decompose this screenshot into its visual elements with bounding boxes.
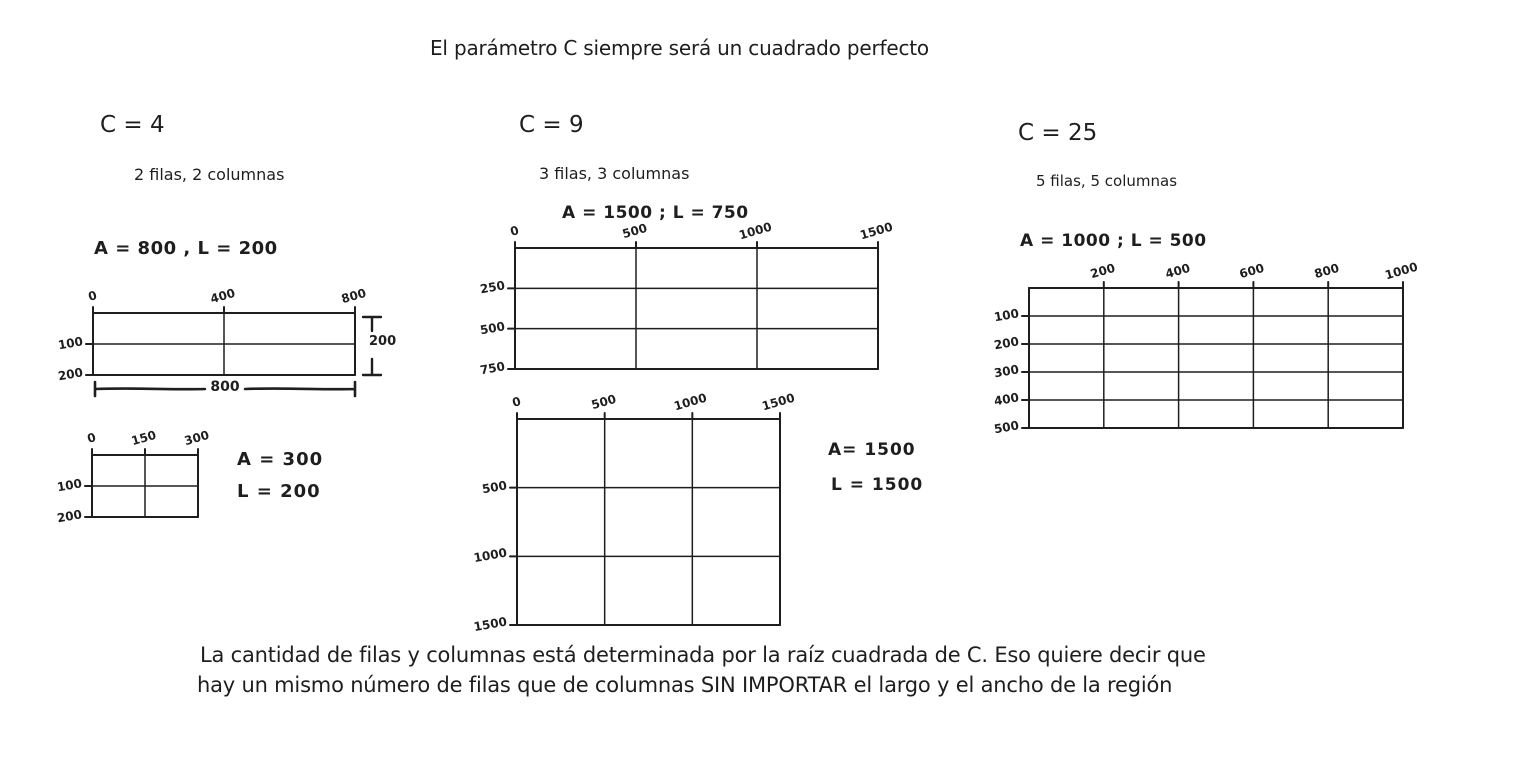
axis-label-top: 0: [85, 430, 98, 446]
grid-c4-large: [56, 285, 368, 384]
axis-label-top: 0: [86, 288, 99, 304]
axis-label-left: 200: [55, 507, 84, 526]
axis-label-left: 500: [480, 477, 509, 497]
grid-lines-svg: [92, 455, 198, 517]
section-c9-subheading: 3 filas, 3 columnas: [539, 164, 690, 183]
section-c9-formula: A = 1500 ; L = 750: [562, 203, 749, 223]
axis-label-left: 1000: [472, 545, 508, 566]
width-dimension-label: 800: [207, 379, 242, 395]
section-c4-heading: C = 4: [100, 112, 165, 138]
axis-label-top: 1500: [760, 390, 797, 414]
axis-label-top: 500: [620, 220, 649, 242]
axis-label-left: 250: [478, 278, 507, 297]
axis-label-top: 800: [339, 285, 368, 307]
grid-c9-square-area-label: A= 1500: [828, 440, 916, 460]
axis-label-left: 100: [56, 334, 85, 353]
footer-text-line2: hay un mismo número de filas que de columnas SIN IMPORTAR el largo y el ancho de la región: [197, 673, 1173, 697]
axis-label-top: 600: [1238, 260, 1267, 282]
height-dimension-label: 200: [366, 334, 399, 349]
axis-label-left: 500: [478, 318, 507, 338]
grid-c4-small-area-label: A = 300: [237, 449, 324, 470]
axis-label-left: 400: [992, 390, 1021, 409]
grid-lines-svg: [1029, 288, 1403, 428]
axis-label-top: 400: [1163, 260, 1192, 282]
grid-lines-svg: [515, 248, 878, 369]
axis-label-top: 150: [129, 427, 158, 449]
axis-label-top: 200: [1088, 260, 1117, 282]
axis-label-top: 800: [1312, 260, 1341, 282]
axis-label-top: 1000: [1383, 259, 1420, 283]
grid-c4-small-length-label: L = 200: [237, 481, 321, 502]
axis-label-top: 1000: [737, 219, 774, 243]
grid-lines-svg: [93, 313, 355, 375]
grid-c9-wide: [478, 219, 895, 378]
axis-label-left: 1500: [472, 614, 508, 635]
axis-label-top: 500: [589, 391, 618, 413]
axis-label-top: 300: [182, 427, 211, 449]
grid-c9-square: [472, 390, 797, 635]
section-c25-heading: C = 25: [1018, 120, 1098, 146]
axis-label-left: 100: [55, 476, 84, 495]
section-c9-heading: C = 9: [519, 112, 584, 138]
axis-label-left: 200: [992, 334, 1021, 353]
section-c4-subheading: 2 filas, 2 columnas: [134, 165, 285, 184]
grid-c4-small: [55, 427, 211, 526]
axis-label-left: 750: [478, 359, 507, 378]
axis-label-left: 200: [56, 365, 85, 384]
axis-label-top: 0: [508, 223, 521, 239]
axis-label-top: 400: [208, 285, 237, 307]
grid-c25: [992, 259, 1420, 437]
axis-label-left: 100: [992, 306, 1021, 325]
grid-lines-svg: [517, 419, 780, 625]
footer-text-line1: La cantidad de filas y columnas está determinada por la raíz cuadrada de C. Eso quiere decir que: [200, 643, 1206, 667]
axis-label-top: 1000: [672, 390, 709, 414]
grid-c9-square-length-label: L = 1500: [831, 475, 924, 495]
axis-label-left: 300: [992, 362, 1021, 381]
axis-label-left: 500: [992, 418, 1021, 437]
width-dimension-bracket: [91, 379, 359, 399]
height-dimension-bracket: [360, 313, 397, 379]
section-c4-formula: A = 800 , L = 200: [94, 238, 278, 259]
axis-label-top: 1500: [858, 219, 895, 243]
section-c25-subheading: 5 filas, 5 columnas: [1036, 172, 1178, 190]
page-title: El parámetro C siempre será un cuadrado perfecto: [430, 36, 929, 60]
section-c25-formula: A = 1000 ; L = 500: [1020, 231, 1207, 251]
axis-label-top: 0: [510, 394, 523, 410]
